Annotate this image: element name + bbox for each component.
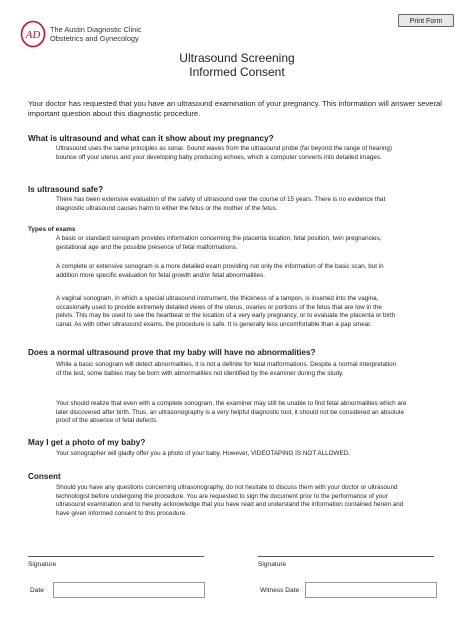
normal-ultrasound-text-1: While a basic sonogram will detect abnormalities, it is not a definite for fetal malformations. Despite a normal interpretation of the test, some babies may be born with abnormalities not identified by the examiner during the study.	[56, 361, 397, 377]
heading-what-is-ultrasound: What is ultrasound and what can it show about my pregnancy?	[28, 134, 274, 143]
date-field[interactable]	[53, 582, 205, 598]
is-ultrasound-safe-text: There has been extensive evaluation of the safety of ultrasound over the course of 15 years. There is no evidence that diagnostic ultrasound causes harm to either the fetus or the mother of the fetus.	[56, 196, 386, 212]
intro-paragraph: Your doctor has requested that you have an ultrasound examination of your pregnancy. This information will answer several important question about this diagnostic procedure.	[28, 99, 442, 118]
witness-date-field[interactable]	[305, 582, 437, 598]
svg-text:AD: AD	[25, 29, 41, 41]
signature-line[interactable]	[28, 556, 204, 557]
page-title-line2: Informed Consent	[189, 65, 285, 79]
clinic-name-line1: The Austin Diagnostic Clinic	[50, 25, 142, 34]
what-is-ultrasound-text: Ultrasound uses the same principles as sonar. Sound waves from the ultrasound probe (far beyond the range of hearing) bounce off your uterus and your developing baby producing echoes, which a computer converts into detailed images.	[56, 145, 393, 161]
clinic-name	[50, 26, 142, 43]
heading-is-ultrasound-safe: Is ultrasound safe?	[28, 185, 104, 194]
date-label: Date	[30, 587, 44, 594]
heading-photo: May I get a photo of my baby?	[28, 438, 146, 447]
types-complete-text: A complete or extensive sonogram is a more detailed exam providing not only the information of the basic scan, but in addition more specific evaluation for fetal growth and/or fetal abnormalities.	[56, 263, 384, 279]
normal-ultrasound-text-2: Your should realize that even with a complete sonogram, the examiner may still be unable to find fetal abnormalities which are later discovered after birth. Thus, an ultrasonography is a very helpful diagnostic tool, it should not be considered an absolute proof of the absence of fetal defects.	[56, 400, 407, 425]
heading-normal-ultrasound: Does a normal ultrasound prove that my baby will have no abnormalities?	[28, 348, 316, 357]
signature-label: Signature	[28, 561, 57, 568]
witness-signature-label: Signature	[258, 561, 287, 568]
heading-types-of-exams: Types of exams	[28, 226, 76, 233]
witness-signature-line[interactable]	[258, 556, 434, 557]
print-form-button[interactable]: Print Form	[398, 14, 454, 27]
page-title-line1: Ultrasound Screening	[179, 51, 295, 65]
clinic-logo-icon	[20, 20, 46, 48]
types-vaginal-text: A vaginal sonogram, in which a special ultrasound instrument, the thickness of a tampon, is inserted into the vagina, occasionally used to provide extremely detailed views of the uterus, ovaries or portions of the fetus that are low in the pelvis. This may be used to see the heartbeat or the location of a very early pregnancy, or to evaluate the placenta or birth canal. As with other ultrasound exams, the procedure is safe. It is generally less uncomfortable than a pap smear.	[56, 295, 396, 329]
consent-text: Should you have any questions concerning ultrasonography, do not hesitate to discuss them with your doctor or ultrasound technologist before undergoing the procedure. You are requested to sign the document prior to the performance of your ultrasound examination and to hereby acknowledge that you have read and understand the information contained herein and have given informed consent to this procedure.	[56, 484, 404, 518]
heading-consent: Consent	[28, 472, 61, 481]
types-basic-text: A basic or standard sonogram provides information concerning the placenta location, fetal position, twin pregnancies, gestational age and the possible presence of fetal malformations.	[56, 235, 382, 251]
witness-date-label: Witness Date	[260, 587, 300, 594]
photo-text: Your sonographer will gladly offer you a photo of your baby. However, VIDEOTAPING IS NOT ALLOWED.	[56, 450, 350, 457]
clinic-name-line2: Obstetrics and Gynecology	[50, 33, 139, 43]
